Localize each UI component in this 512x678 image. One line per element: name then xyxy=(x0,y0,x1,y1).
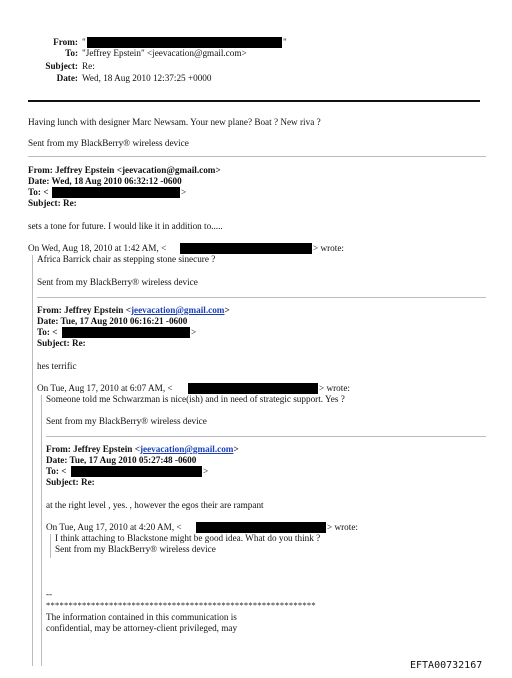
msg4-to-tail: > xyxy=(203,466,209,476)
msg2-to-tail: > xyxy=(181,187,187,197)
msg4-body: at the right level , yes. , however the egos their are rampant xyxy=(46,500,264,510)
document-id: EFTA00732167 xyxy=(410,660,483,671)
msg2-subject: Subject: Re: xyxy=(28,198,77,208)
redaction-box xyxy=(62,327,190,338)
header-to-label: To: xyxy=(65,48,78,58)
msg3-subject: Subject: Re: xyxy=(37,338,86,348)
msg4-email-link[interactable]: jeevacation@gmail.com xyxy=(139,444,234,454)
header-date-value: Wed, 18 Aug 2010 12:37:25 +0000 xyxy=(82,73,212,83)
header-from-label: From: xyxy=(53,37,78,47)
msg3-quote-intro: On Tue, Aug 17, 2010 at 6:07 AM, < xyxy=(37,383,173,393)
redaction-box xyxy=(71,466,202,477)
header-date-label: Date: xyxy=(56,73,78,83)
msg3-signature: Sent from my BlackBerry® wireless device xyxy=(46,416,207,426)
redaction-box xyxy=(196,522,326,533)
msg3-body: hes terrific xyxy=(37,361,77,371)
msg2-body: sets a tone for future. I would like it in addition to..... xyxy=(28,221,223,231)
quote-bar xyxy=(50,534,51,558)
msg2-quote-intro: On Wed, Aug 18, 2010 at 1:42 AM, < xyxy=(28,243,167,253)
msg4-quote-signature: Sent from my BlackBerry® wireless device xyxy=(55,544,216,554)
msg4-stars: ************************************************************ xyxy=(46,600,316,610)
header-subject-label: Subject: xyxy=(45,61,78,71)
msg2-date: Date: Wed, 18 Aug 2010 06:32:12 -0600 xyxy=(28,176,182,186)
msg3-to: To: < xyxy=(37,327,58,337)
msg2-signature: Sent from my BlackBerry® wireless device xyxy=(37,277,198,287)
msg1-signature: Sent from my BlackBerry® wireless device xyxy=(28,138,189,148)
msg3-quote-tail: > wrote: xyxy=(319,383,350,393)
redaction-box xyxy=(87,37,282,48)
header-divider xyxy=(28,100,480,102)
msg4-signature-separator: -- xyxy=(46,589,53,599)
msg2-divider xyxy=(37,297,486,298)
msg4-to: To: < xyxy=(46,466,67,476)
msg3-to-tail: > xyxy=(191,327,197,337)
msg2-quote-tail: > wrote: xyxy=(313,243,344,253)
msg4-disclaimer-line1: The information contained in this communication is xyxy=(46,612,237,622)
msg4-date: Date: Tue, 17 Aug 2010 05:27:48 -0600 xyxy=(46,455,197,465)
msg1-divider xyxy=(28,156,486,157)
msg2-from: From: Jeffrey Epstein <jeevacation@gmail.com> xyxy=(28,165,221,175)
msg2-to: To: < xyxy=(28,187,49,197)
msg4-from: From: Jeffrey Epstein <jeevacation@gmail.com> xyxy=(46,444,239,454)
msg3-quote-line: Someone told me Schwarzman is nice(ish) and in need of strategic support. Yes ? xyxy=(46,394,345,404)
msg3-date: Date: Tue, 17 Aug 2010 06:16:21 -0600 xyxy=(37,316,188,326)
msg4-subject: Subject: Re: xyxy=(46,477,95,487)
msg4-quote-intro: On Tue, Aug 17, 2010 at 4:20 AM, < xyxy=(46,522,182,532)
header-to-value: "Jeffrey Epstein" <jeevacation@gmail.com> xyxy=(82,48,247,58)
msg3-email-link[interactable]: jeevacation@gmail.com xyxy=(130,305,225,315)
msg3-divider xyxy=(46,436,486,437)
msg4-disclaimer-line2: confidential, may be attorney-client privileged, may xyxy=(46,623,238,633)
quote-bar xyxy=(32,255,33,666)
redaction-box xyxy=(188,383,318,394)
redaction-box xyxy=(180,243,312,254)
redaction-box xyxy=(52,187,180,198)
msg2-quote-line: Africa Barrick chair as stepping stone sinecure ? xyxy=(37,254,216,264)
msg3-from: From: Jeffrey Epstein <jeevacation@gmail.com> xyxy=(37,305,230,315)
msg4-quote-tail: > wrote: xyxy=(327,522,358,532)
msg4-quote-line: I think attaching to Blackstone might be good idea. What do you think ? xyxy=(55,533,321,543)
header-from-value: " xyxy=(82,37,86,47)
header-from-tail: " xyxy=(283,37,287,47)
quote-bar xyxy=(41,395,42,666)
header-subject-value: Re: xyxy=(82,61,95,71)
msg1-body: Having lunch with designer Marc Newsam. Your new plane? Boat ? New riva ? xyxy=(28,117,321,127)
